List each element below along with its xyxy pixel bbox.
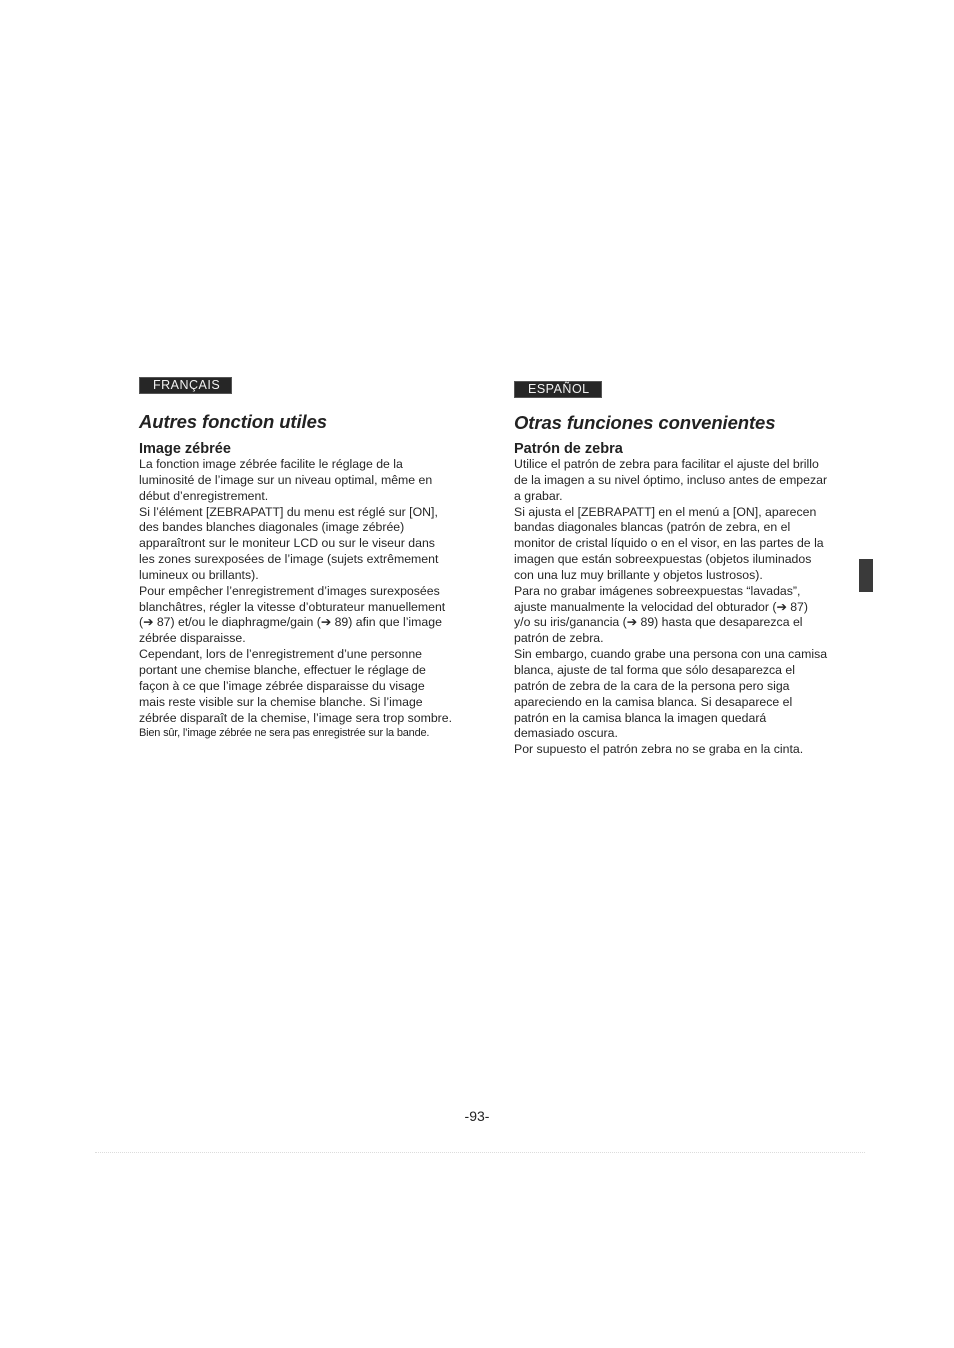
page-number: -93- bbox=[464, 1108, 490, 1124]
text-line-note: Bien sûr, l’image zébrée ne sera pas enregistrée sur la bande. bbox=[139, 727, 430, 740]
text-line: La fonction image zébrée facilite le réglage de la bbox=[139, 457, 403, 471]
text-line: con una luz muy brillante y objetos lustrosos). bbox=[514, 567, 763, 582]
text-line: luminosité de l’image sur un niveau optimal, même en bbox=[139, 472, 433, 487]
french-column bbox=[139, 376, 469, 742]
language-tag-french: FRANÇAIS bbox=[139, 377, 232, 394]
text-line: Por supuesto el patrón zebra no se graba en la cinta. bbox=[514, 742, 804, 757]
body-text-spanish bbox=[514, 457, 846, 758]
text-line: bandas diagonales blancas (patrón de zebra, en el bbox=[514, 520, 791, 535]
text-line: les zones surexposées de l’image (sujets extrêmement bbox=[139, 552, 439, 567]
body-text-french bbox=[139, 457, 469, 742]
text-line: lumineux ou brillants). bbox=[139, 567, 259, 582]
text-line: zébrée disparaît de la chemise, l’image sera trop sombre. bbox=[139, 710, 453, 725]
language-tag-spanish: ESPAÑOL bbox=[514, 381, 602, 398]
spanish-column bbox=[514, 376, 846, 758]
text-line: blanchâtres, régler la vitesse d’obturateur manuellement bbox=[139, 599, 446, 614]
subsection-title-spanish: Patrón de zebra bbox=[514, 441, 623, 457]
text-line: patrón de zebra de la cara de la persona pero siga bbox=[514, 678, 790, 693]
text-line: (➔ 87) et/ou le diaphragme/gain (➔ 89) afin que l’image bbox=[139, 615, 442, 630]
text-line: façon à ce que l’image zébrée disparaisse du visage bbox=[139, 678, 425, 693]
text-line: Sin embargo, cuando grabe una persona con una camisa bbox=[514, 647, 828, 662]
section-title-french: Autres fonction utiles bbox=[139, 411, 327, 432]
text-line: des bandes blanches diagonales (image zébrée) bbox=[139, 520, 405, 535]
text-line: apparaîtront sur le moniteur LCD ou sur le viseur dans bbox=[139, 536, 435, 551]
text-line: monitor de cristal líquido o en el visor, en las partes de la bbox=[514, 536, 824, 551]
text-line: Utilice el patrón de zebra para facilitar el ajuste del brillo bbox=[514, 457, 819, 471]
text-line: ajuste manualmente la velocidad del obturador (➔ 87) bbox=[514, 599, 808, 614]
text-line: Cependant, lors de l’enregistrement d’une personne bbox=[139, 647, 423, 662]
subsection-title-french: Image zébrée bbox=[139, 441, 231, 457]
text-line: de la imagen a su nivel óptimo, incluso antes de empezar bbox=[514, 472, 828, 487]
text-line: imagen que están sobreexpuestas (objetos iluminados bbox=[514, 552, 812, 567]
text-line: apareciendo en la camisa blanca. Si desaparece el bbox=[514, 694, 793, 709]
text-line: Pour empêcher l’enregistrement d’images surexposées bbox=[139, 583, 440, 598]
text-line: Si ajusta el [ZEBRAPATT] en el menú a [ON], aparecen bbox=[514, 504, 817, 519]
text-line: zébrée disparaisse. bbox=[139, 631, 246, 646]
text-line: Si l’élément [ZEBRAPATT] du menu est réglé sur [ON], bbox=[139, 504, 438, 519]
text-line: y/o su iris/ganancia (➔ 89) hasta que desaparezca el bbox=[514, 615, 803, 630]
section-title-spanish: Otras funciones convenientes bbox=[514, 412, 776, 433]
text-line: mais reste visible sur la chemise blanche. Si l’image bbox=[139, 694, 423, 709]
text-line: début d’enregistrement. bbox=[139, 488, 269, 503]
text-line: portant une chemise blanche, effectuer le réglage de bbox=[139, 662, 426, 677]
section-edge-marker bbox=[859, 559, 873, 592]
text-line: Para no grabar imágenes sobreexpuestas “lavadas”, bbox=[514, 583, 801, 598]
text-line: a grabar. bbox=[514, 488, 563, 503]
text-line: patrón de zebra. bbox=[514, 631, 604, 646]
text-line: blanca, ajuste de tal forma que sólo desaparezca el bbox=[514, 662, 795, 677]
text-line: patrón en la camisa blanca la imagen quedará bbox=[514, 710, 767, 725]
bottom-divider bbox=[95, 1152, 865, 1153]
text-line: demasiado oscura. bbox=[514, 726, 618, 741]
